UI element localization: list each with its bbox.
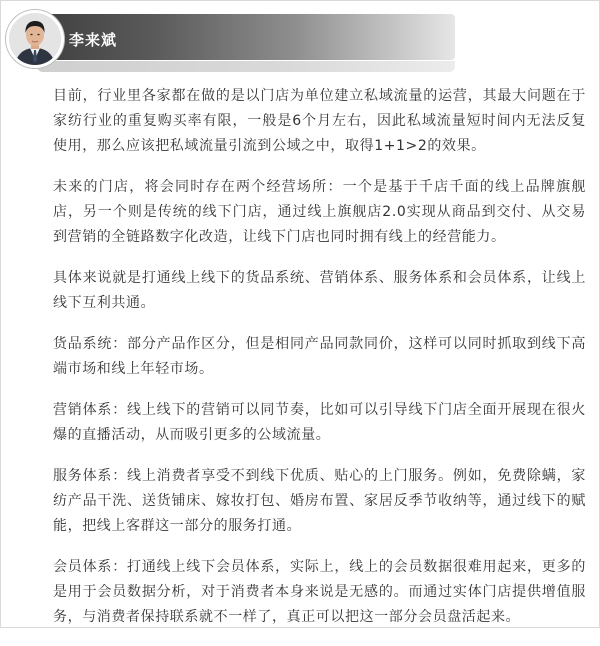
article-paragraph: 服务体系：线上消费者享受不到线下优质、贴心的上门服务。例如，免费除螨，家纺产品干洗、送货铺床、嫁妆打包、婚房布置、家居反季节收纳等，通过线下的赋能，把线上客群这一部分的服务打通。 bbox=[53, 468, 586, 534]
author-name: 李来斌 bbox=[69, 31, 118, 49]
article-paragraph: 未来的门店，将会同时存在两个经营场所：一个是基于千店千面的线上品牌旗舰店，另一个则是传统的线下门店，通过线上旗舰店2.0实现从商品到交付、从交易到营销的全链路数字化改造，让线下门店也同时拥有线上的经营能力。 bbox=[53, 179, 586, 245]
article-paragraph: 会员体系：打通线上线下会员体系，实际上，线上的会员数据很难用起来，更多的是用于会员数据分析，对于消费者本身来说是无感的。而通过实体门店提供增值服务，与消费者保持联系就不一样了，真正可以把这一部分会员盘活起来。 bbox=[53, 559, 586, 625]
article-paragraph: 目前，行业里各家都在做的是以门店为单位建立私域流量的运营，其最大问题在于家纺行业的重复购买率有限，一般是6个月左右，因此私域流量短时间内无法反复使用，那么应该把私域流量引流到公域之中，取得1+1>2的效果。 bbox=[53, 88, 586, 154]
avatar bbox=[6, 10, 64, 68]
article-paragraph: 具体来说就是打通线上线下的货品系统、营销体系、服务体系和会员体系，让线上线下互利共通。 bbox=[53, 270, 586, 311]
article-paragraph: 货品系统：部分产品作区分，但是相同产品同款同价，这样可以同时抓取到线下高端市场和线上年轻市场。 bbox=[53, 336, 586, 377]
author-banner-shadow bbox=[37, 61, 455, 72]
portrait-photo-icon bbox=[9, 13, 61, 65]
article-body bbox=[53, 84, 586, 646]
article-paragraph: 营销体系：线上线下的营销可以同节奏，比如可以引导线下门店全面开展现在很火爆的直播活动，从而吸引更多的公域流量。 bbox=[53, 402, 586, 443]
